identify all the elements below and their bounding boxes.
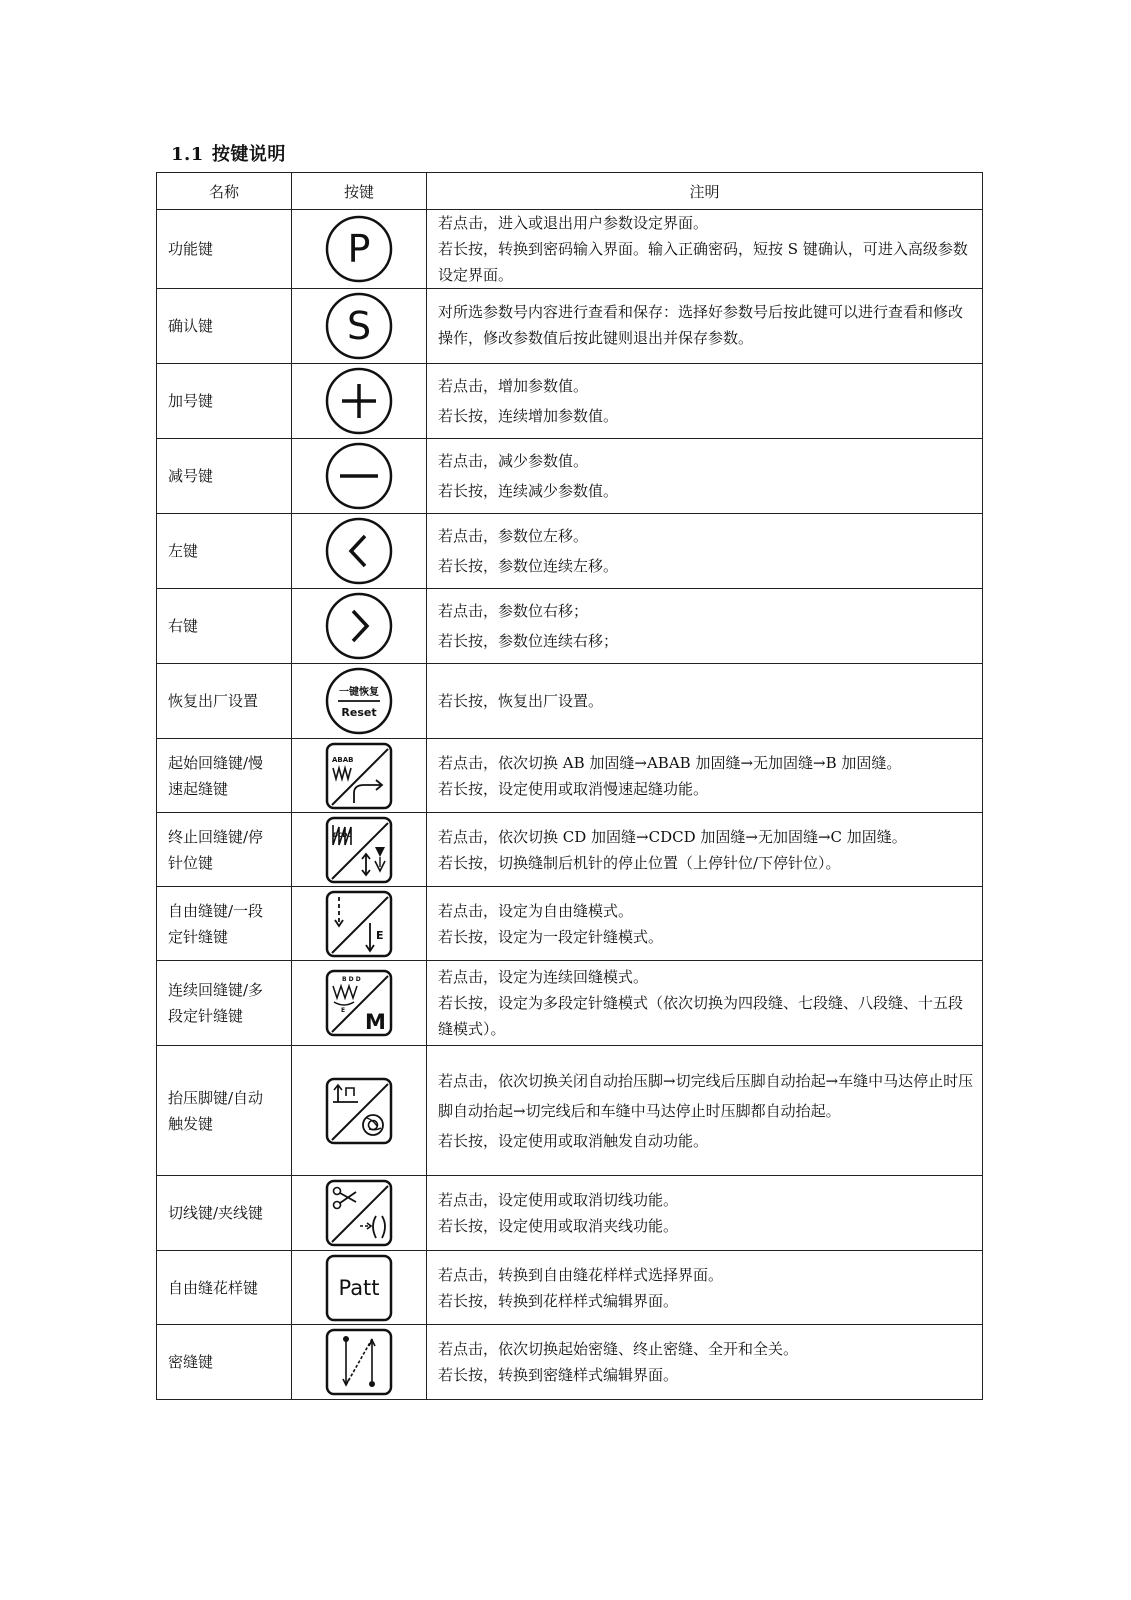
left-key-icon	[292, 514, 427, 589]
continuous-icon-letter: M	[365, 1010, 386, 1034]
key-note	[427, 887, 983, 961]
key-note	[427, 210, 983, 289]
section-number: 1.1	[171, 144, 204, 165]
start-backtack-key-icon	[292, 739, 427, 813]
note-line: 若长按，转换到花样样式编辑界面。	[438, 1291, 679, 1310]
key-note	[427, 1325, 983, 1400]
pattern-icon-text: Patt	[338, 1275, 380, 1300]
key-note	[427, 514, 983, 589]
key-name: 确认键	[157, 289, 292, 364]
key-name: 减号键	[157, 439, 292, 514]
note-line: 若点击，设定使用或取消切线功能。	[438, 1191, 679, 1209]
note-line: 若点击，设定为连续回缝模式。	[438, 968, 649, 986]
note-line: 若点击，依次切换起始密缝、终止密缝、全开和全关。	[438, 1340, 799, 1358]
note-line: 若长按，设定使用或取消触发自动功能。	[438, 1131, 709, 1150]
reset-icon-bottom-text: Reset	[341, 706, 377, 719]
note-line: 若长按，转换到密缝样式编辑界面。	[438, 1366, 679, 1384]
key-name: 连续回缝键/多 段定针缝键	[157, 961, 292, 1046]
note-line: 若长按，设定为多段定针缝模式（依次切换为四段缝、七段缝、八段缝、十五段缝模式）。	[438, 994, 964, 1038]
column-header-note: 注明	[427, 173, 983, 210]
note-line: 若点击，进入或退出用户参数设定界面。	[438, 214, 709, 232]
presser-foot-key-icon	[292, 1046, 427, 1176]
note-line: 若点击，转换到自由缝花样样式选择界面。	[438, 1265, 724, 1284]
table-row	[157, 1325, 983, 1400]
continuous-icon-mid-text: E	[341, 1007, 346, 1014]
table-row	[157, 1046, 983, 1176]
note-line: 若长按，设定使用或取消慢速起缝功能。	[438, 779, 709, 798]
svg-text:S: S	[346, 304, 372, 348]
table-row	[157, 813, 983, 887]
note-line: 若点击，设定为自由缝模式。	[438, 901, 634, 920]
note-line: 若长按，连续减少参数值。	[438, 482, 619, 500]
note-line: 若点击，依次切换 AB 加固缝→ABAB 加固缝→无加固缝→B 加固缝。	[438, 753, 902, 772]
table-row	[157, 1176, 983, 1251]
svg-text:P: P	[347, 227, 371, 271]
table-row	[157, 664, 983, 739]
key-name: 自由缝花样键	[157, 1251, 292, 1325]
note-line: 若长按，设定为一段定针缝模式。	[438, 927, 664, 946]
key-name: 加号键	[157, 364, 292, 439]
note-line: 若长按，切换缝制后机针的停止位置（上停针位/下停针位）。	[438, 853, 841, 872]
table-row	[157, 289, 983, 364]
minus-key-icon	[292, 439, 427, 514]
key-name: 功能键	[157, 210, 292, 289]
key-note	[427, 289, 983, 364]
key-note	[427, 589, 983, 664]
key-note	[427, 813, 983, 887]
right-key-icon	[292, 589, 427, 664]
backtack-icon-text: DCDC	[333, 831, 352, 839]
note-line: 若长按，转换到密码输入界面。输入正确密码，短按 S 键确认，可进入高级参数设定界面。	[438, 240, 968, 284]
section-title: 按键说明	[211, 144, 286, 165]
key-name: 抬压脚键/自动 触发键	[157, 1046, 292, 1176]
note-line: 若点击，参数位右移；	[438, 602, 589, 620]
section-heading	[171, 140, 286, 166]
key-name: 终止回缝键/停 针位键	[157, 813, 292, 887]
confirm-key-icon	[292, 289, 427, 364]
key-note	[427, 961, 983, 1046]
table-row	[157, 887, 983, 961]
function-key-icon	[292, 210, 427, 289]
table-row	[157, 514, 983, 589]
table-row	[157, 210, 983, 289]
pattern-key-icon	[292, 1251, 427, 1325]
note-line: 若点击，依次切换关闭自动抬压脚→切完线后压脚自动抬起→车缝中马达停止时压脚自动抬起→切完线后和车缝中马达停止时压脚都自动抬起。	[438, 1071, 974, 1120]
note-line: 若点击，增加参数值。	[438, 377, 589, 395]
key-note	[427, 1176, 983, 1251]
end-backtack-key-icon	[292, 813, 427, 887]
note-line: 若点击，减少参数值。	[438, 452, 589, 470]
key-name: 左键	[157, 514, 292, 589]
table-header-row	[157, 173, 983, 210]
free-sewing-key-icon	[292, 887, 427, 961]
free-sewing-icon-text: E	[376, 928, 384, 942]
table-row	[157, 1251, 983, 1325]
key-name: 密缝键	[157, 1325, 292, 1400]
note-line: 对所选参数号内容进行查看和保存：选择好参数号后按此键可以进行查看和修改操作，修改参数值后按此键则退出并保存参数。	[438, 303, 964, 347]
key-description-table	[156, 172, 983, 1400]
key-note	[427, 1046, 983, 1176]
table-row	[157, 589, 983, 664]
plus-key-icon	[292, 364, 427, 439]
note-line: 若长按，参数位连续右移；	[438, 632, 619, 650]
key-note	[427, 739, 983, 813]
column-header-name: 名称	[157, 173, 292, 210]
key-name: 右键	[157, 589, 292, 664]
key-name: 起始回缝键/慢 速起缝键	[157, 739, 292, 813]
note-line: 若长按，连续增加参数值。	[438, 407, 619, 425]
continuous-backtack-key-icon	[292, 961, 427, 1046]
dense-stitch-key-icon	[292, 1325, 427, 1400]
key-name: 切线键/夹线键	[157, 1176, 292, 1251]
note-line: 若长按，恢复出厂设置。	[438, 692, 604, 710]
key-note	[427, 1251, 983, 1325]
note-line: 若点击，依次切换 CD 加固缝→CDCD 加固缝→无加固缝→C 加固缝。	[438, 827, 907, 846]
continuous-icon-top-text: B D D	[342, 976, 361, 983]
note-line: 若长按，设定使用或取消夹线功能。	[438, 1217, 679, 1235]
key-name: 恢复出厂设置	[157, 664, 292, 739]
table-row	[157, 739, 983, 813]
table-row	[157, 364, 983, 439]
column-header-key: 按键	[292, 173, 427, 210]
key-note	[427, 364, 983, 439]
note-line: 若点击，参数位左移。	[438, 527, 589, 545]
key-note	[427, 664, 983, 739]
table-row	[157, 961, 983, 1046]
table-row	[157, 439, 983, 514]
note-line: 若长按，参数位连续左移。	[438, 557, 619, 575]
reset-key-icon	[292, 664, 427, 739]
backtack-icon-text: ABAB	[332, 755, 354, 764]
key-note	[427, 439, 983, 514]
reset-icon-top-text: 一键恢复	[339, 687, 379, 698]
thread-trim-key-icon	[292, 1176, 427, 1251]
key-name: 自由缝键/一段 定针缝键	[157, 887, 292, 961]
